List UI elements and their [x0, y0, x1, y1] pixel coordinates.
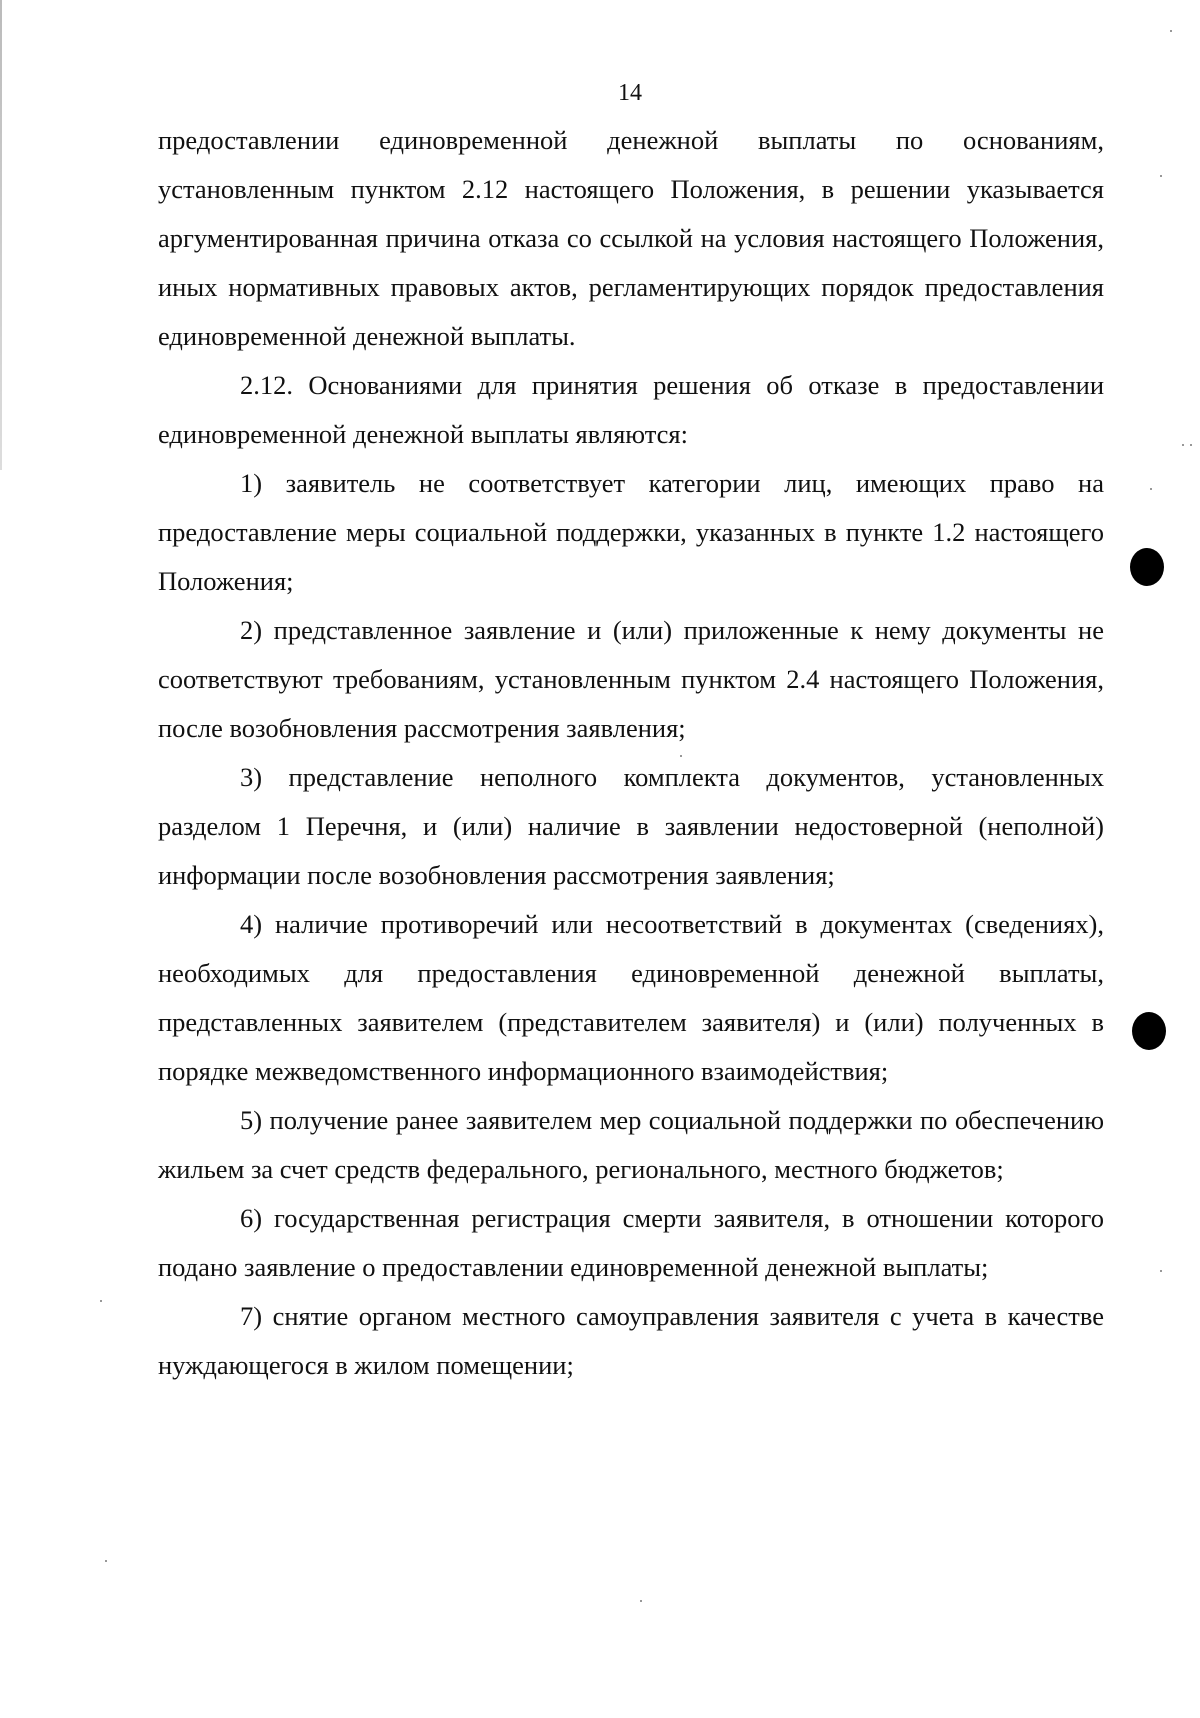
- list-item-7: 7) снятие органом местного самоуправления заявителя с учета в качестве нуждающегося в жилом помещении;: [158, 1301, 1104, 1380]
- list-item-4: 4) наличие противоречий или несоответствий в документах (сведениях), необходимых для предоставления единовременной денежной выплаты, представленных заявителем (представителем заявителя) и (или) полученных в порядке межведомственного информационного взаимодействия;: [158, 909, 1104, 1086]
- list-item-6: 6) государственная регистрация смерти заявителя, в отношении которого подано заявление о предоставлении единовременной денежной выплаты;: [158, 1203, 1104, 1282]
- paragraph-intro: предоставлении единовременной денежной выплаты по основаниям, установленным пунктом 2.12 настоящего Положения, в решении указывается аргументированная причина отказа со ссылкой на условия настоящего Положения, иных нормативных правовых актов, регламентирующих порядок предоставления единовременной денежной выплаты.: [158, 125, 1104, 351]
- list-item-1: 1) заявитель не соответствует категории лиц, имеющих право на предоставление меры социальной поддержки, указанных в пункте 1.2 настоящего Положения;: [158, 468, 1104, 596]
- scan-speck: [100, 1300, 102, 1302]
- punch-hole-bottom: [1132, 1012, 1166, 1050]
- page-number: 14: [618, 80, 642, 106]
- document-body: [158, 116, 1104, 1390]
- punch-hole-top: [1130, 548, 1164, 586]
- scan-speck: [105, 1560, 107, 1562]
- scan-speck: [1170, 30, 1172, 32]
- scan-speck: [680, 755, 682, 757]
- list-item-5: 5) получение ранее заявителем мер социальной поддержки по обеспечению жильем за счет средств федерального, регионального, местного бюджетов;: [158, 1105, 1104, 1184]
- scan-speck: [640, 1600, 642, 1602]
- scan-speck: [1190, 444, 1192, 446]
- list-item-3: 3) представление неполного комплекта документов, установленных разделом 1 Перечня, и (или) наличие в заявлении недостоверной (неполной) информации после возобновления рассмотрения заявления;: [158, 762, 1104, 890]
- scan-edge: [0, 0, 2, 470]
- scan-speck: [1160, 175, 1162, 177]
- scan-speck: [1150, 488, 1152, 490]
- list-item-2: 2) представленное заявление и (или) приложенные к нему документы не соответствуют требованиям, установленным пунктом 2.4 настоящего Положения, после возобновления рассмотрения заявления;: [158, 615, 1104, 743]
- scan-speck: [1160, 1270, 1162, 1272]
- paragraph-2-12: 2.12. Основаниями для принятия решения об отказе в предоставлении единовременной денежной выплаты являются:: [158, 370, 1104, 449]
- scan-speck: [1182, 444, 1184, 446]
